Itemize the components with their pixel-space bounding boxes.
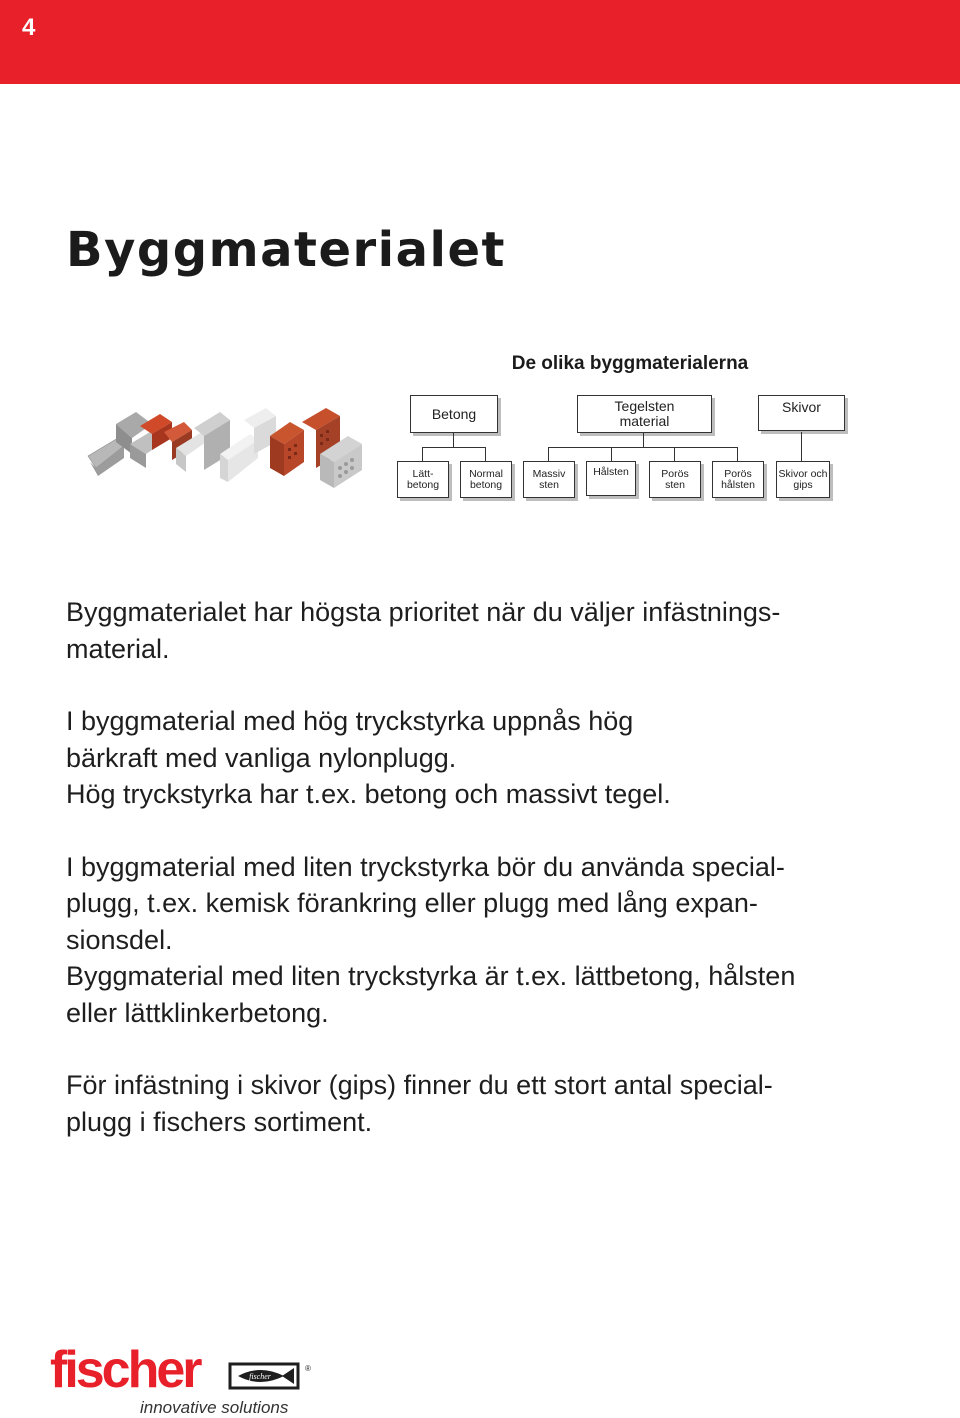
text-line: I byggmaterial med liten tryckstyrka bör du använda special- [66, 851, 785, 882]
diagram-item-poros-halsten: Porös hålsten [712, 461, 764, 498]
diagram-item-massiv-sten: Massiv sten [523, 461, 575, 498]
diagram-item-skivor-och-gips: Skivor och gips [776, 461, 830, 498]
text-line: sionsdel. [66, 924, 173, 955]
text-line: bärkraft med vanliga nylonplugg. [66, 742, 457, 773]
text-line: plugg i fischers sortiment. [66, 1106, 373, 1137]
diagram-item-lattbetong: Lätt- betong [397, 461, 449, 498]
diagram-item-halsten: Hålsten [586, 461, 636, 496]
svg-text:®: ® [305, 1364, 311, 1373]
building-materials-illustration [80, 398, 370, 498]
paragraph-2 [66, 703, 906, 813]
text-line: eller lättklinkerbetong. [66, 997, 329, 1028]
text-line: Byggmaterialet har högsta prioritet när du väljer infästnings- [66, 597, 781, 627]
materials-diagram [380, 345, 860, 505]
text-line: plugg, t.ex. kemisk förankring eller plugg med lång expan- [66, 888, 758, 918]
paragraph-3 [66, 849, 906, 1032]
text-line: Hög tryckstyrka har t.ex. betong och massivt tegel. [66, 779, 671, 809]
page-title: Byggmaterialet [66, 222, 506, 278]
text-line: material. [66, 633, 170, 664]
svg-text:fischer: fischer [249, 1372, 271, 1381]
paragraph-4 [66, 1067, 906, 1140]
diagram-item-poros-sten: Porös sten [649, 461, 701, 498]
diagram-title: De olika byggmaterialerna [511, 353, 749, 374]
diagram-group-tegelsten: Tegelsten material [577, 395, 712, 433]
page-header-bar [0, 0, 960, 84]
page-number: 4 [22, 14, 36, 41]
diagram-group-skivor: Skivor [758, 395, 845, 431]
text-line: I byggmaterial med hög tryckstyrka uppnås hög [66, 706, 634, 736]
fischer-fish-badge-icon [230, 1362, 310, 1390]
diagram-item-normalbetong: Normal betong [460, 461, 512, 498]
text-line: Byggmaterial med liten tryckstyrka är t.ex. lättbetong, hålsten [66, 961, 796, 991]
logo-tagline: innovative solutions [140, 1398, 289, 1417]
paragraph-1 [66, 594, 906, 667]
text-line: För infästning i skivor (gips) finner du ett stort antal special- [66, 1070, 773, 1100]
logo-wordmark: fischer [50, 1341, 200, 1399]
diagram-group-betong: Betong [410, 395, 498, 433]
fischer-logo [50, 1341, 320, 1417]
body-text [66, 594, 906, 1176]
